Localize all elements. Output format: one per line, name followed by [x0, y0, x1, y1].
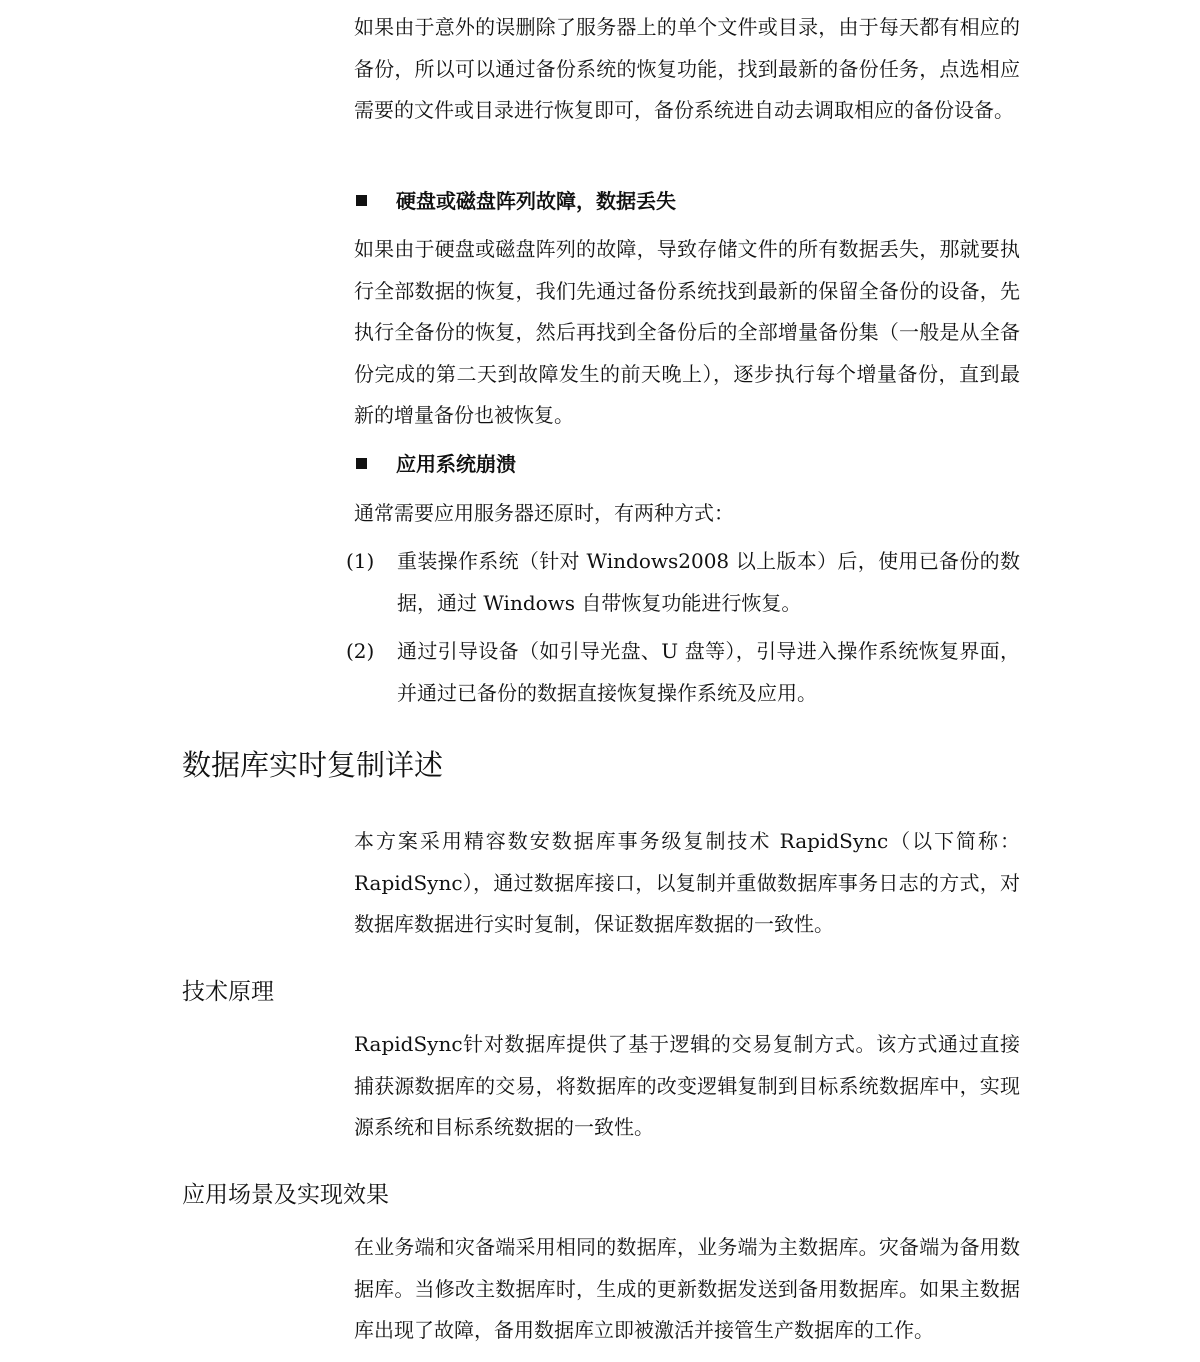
- heading-tech-principle: 技术原理: [182, 979, 274, 1005]
- square-bullet-icon: [356, 458, 367, 469]
- numbered-text: 通过引导设备（如引导光盘、U 盘等），引导进入操作系统恢复界面，并通过已备份的数据直接恢复操作系统及应用。: [397, 639, 1020, 705]
- bullet-title: 硬盘或磁盘阵列故障，数据丢失: [396, 189, 676, 213]
- numbered-label: (2): [346, 639, 375, 663]
- paragraph-tech-principle: RapidSync针对数据库提供了基于逻辑的交易复制方式。该方式通过直接捕获源数据库的交易，将数据库的改变逻辑复制到目标系统数据库中，实现源系统和目标系统数据的一致性。: [354, 1032, 1020, 1139]
- paragraph-disk-failure: 如果由于硬盘或磁盘阵列的故障，导致存储文件的所有数据丢失，那就要执行全部数据的恢复，我们先通过备份系统找到最新的保留全备份的设备，先执行全备份的恢复，然后再找到全备份后的全部增量备份集（一般是从全备份完成的第二天到故障发生的前天晚上），逐步执行每个增量备份，直到最新的增量备份也被恢复。: [354, 237, 1020, 427]
- heading-db-replication: 数据库实时复制详述: [182, 748, 444, 782]
- paragraph-app-crash-intro: 通常需要应用服务器还原时，有两种方式：: [354, 501, 734, 525]
- numbered-text: 重装操作系统（针对 Windows2008 以上版本）后，使用已备份的数据，通过 Windows 自带恢复功能进行恢复。: [397, 549, 1020, 615]
- square-bullet-icon: [356, 195, 367, 206]
- paragraph-replication-intro: 本方案采用精容数安数据库事务级复制技术 RapidSync（以下简称：RapidSync），通过数据库接口，以复制并重做数据库事务日志的方式，对数据库数据进行实时复制，保证数据库数据的一致性。: [354, 829, 1020, 936]
- paragraph-scenario: 在业务端和灾备端采用相同的数据库，业务端为主数据库。灾备端为备用数据库。当修改主数据库时，生成的更新数据发送到备用数据库。如果主数据库出现了故障，备用数据库立即被激活并接管生产数据库的工作。: [354, 1235, 1020, 1342]
- bullet-title: 应用系统崩溃: [396, 452, 516, 476]
- paragraph-file-restore: 如果由于意外的误删除了服务器上的单个文件或目录，由于每天都有相应的备份，所以可以通过备份系统的恢复功能，找到最新的备份任务，点选相应需要的文件或目录进行恢复即可，备份系统进自动去调取相应的备份设备。: [354, 15, 1020, 122]
- numbered-label: (1): [346, 549, 375, 573]
- heading-scenario: 应用场景及实现效果: [182, 1182, 389, 1208]
